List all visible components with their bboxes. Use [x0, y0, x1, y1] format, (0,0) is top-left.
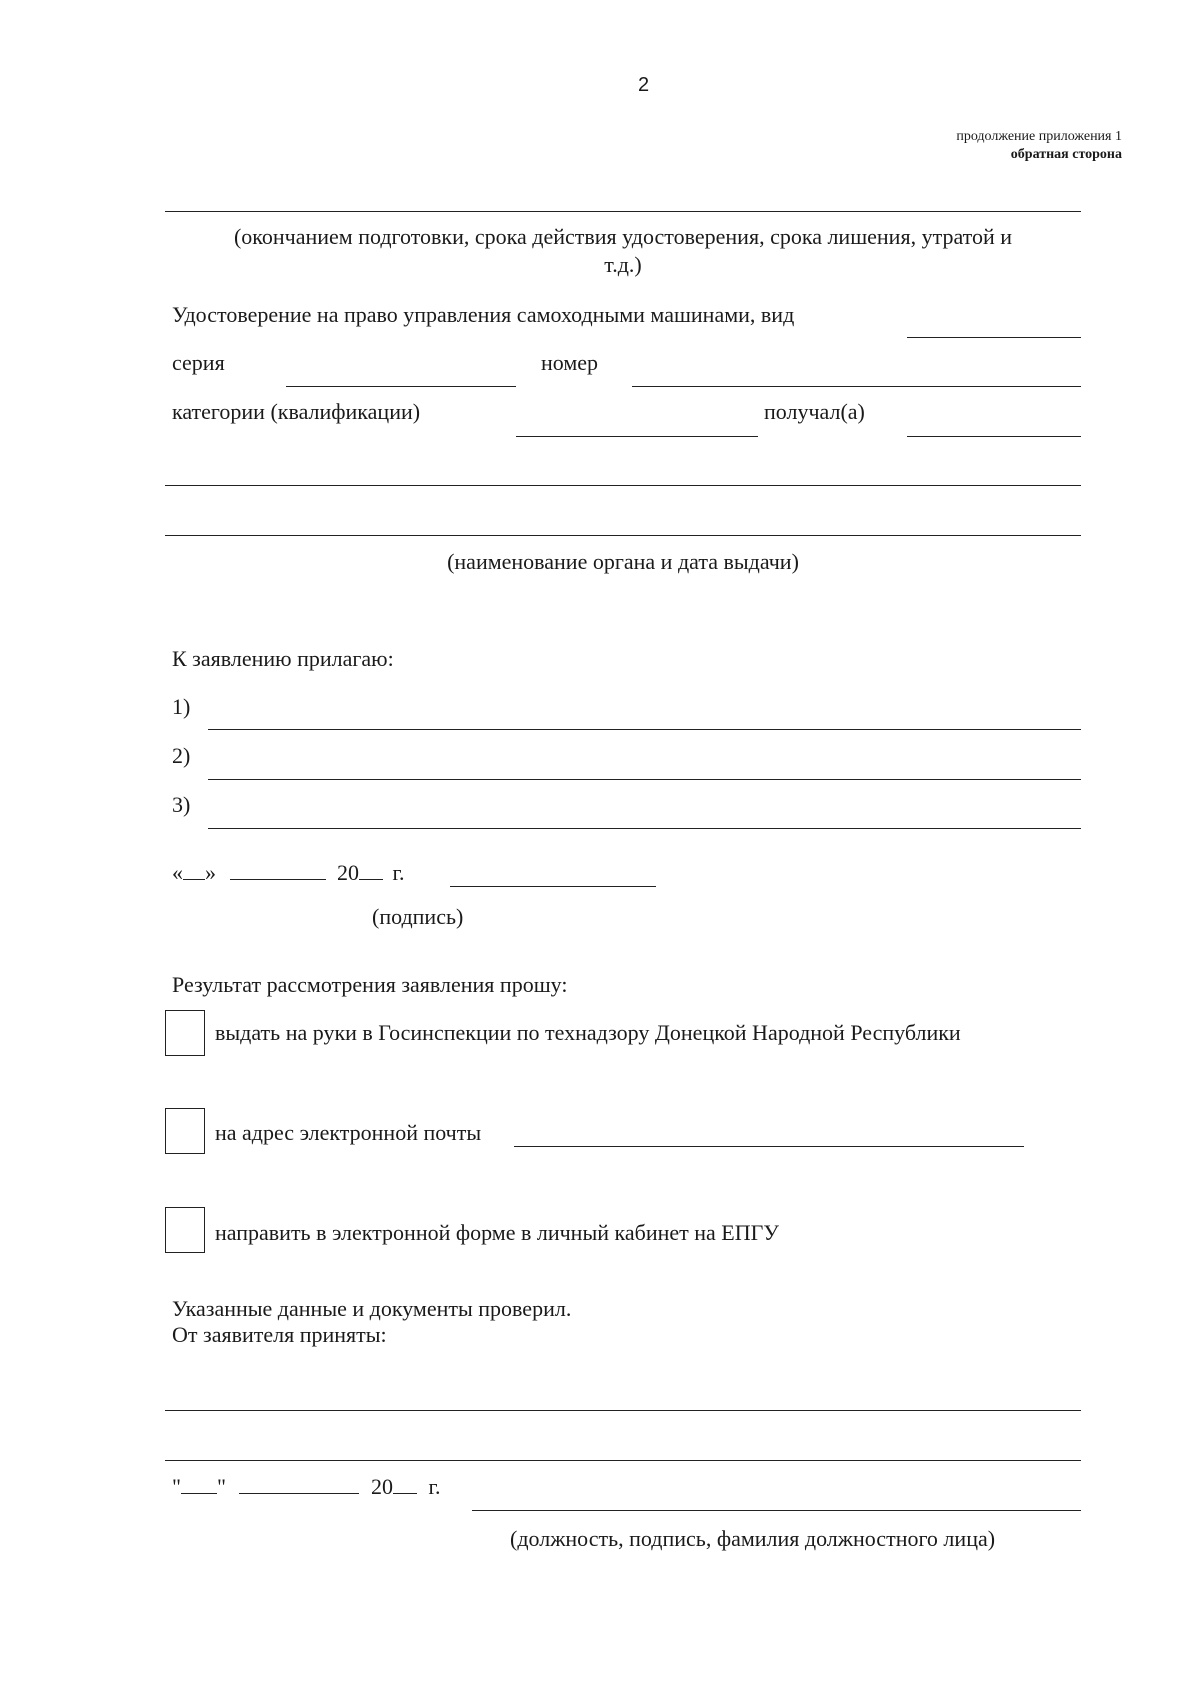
license-label: Удостоверение на право управления самоходными машинами, вид	[172, 302, 795, 327]
reason-hint-line2: т.д.)	[604, 252, 642, 277]
attachment-field-3[interactable]	[208, 828, 1081, 829]
applicant-signature-field[interactable]	[450, 886, 656, 887]
official-hint: (должность, подпись, фамилия должностного лица)	[510, 1526, 996, 1551]
option-in-person-checkbox[interactable]	[165, 1010, 205, 1056]
attachment-number-3: 3)	[172, 792, 191, 817]
official-year-suffix: г.	[428, 1474, 441, 1499]
page-number: 2	[638, 74, 650, 96]
year-prefix: 20	[337, 860, 359, 885]
verification-line1: Указанные данные и документы проверил.	[172, 1296, 572, 1321]
year-field[interactable]	[359, 861, 383, 880]
result-title: Результат рассмотрения заявления прошу:	[172, 972, 568, 997]
year-suffix: г.	[392, 860, 405, 885]
option-epgu-checkbox[interactable]	[165, 1207, 205, 1253]
applicant-date	[172, 860, 405, 886]
official-day-field[interactable]	[181, 1475, 217, 1494]
issuer-hint: (наименование органа и дата выдачи)	[447, 549, 799, 574]
option-email-label: на адрес электронной почты	[215, 1120, 482, 1145]
accepted-field-2[interactable]	[165, 1460, 1081, 1461]
reason-field[interactable]	[165, 211, 1081, 212]
issuer-field-1[interactable]	[165, 485, 1081, 486]
attachment-field-2[interactable]	[208, 779, 1081, 780]
official-date-close-quote: "	[216, 1474, 226, 1499]
attachments-title: К заявлению прилагаю:	[172, 646, 394, 671]
official-date	[172, 1474, 441, 1500]
option-email-checkbox[interactable]	[165, 1108, 205, 1154]
date-open-quote: «	[172, 860, 183, 885]
license-type-field[interactable]	[907, 311, 1081, 338]
month-field[interactable]	[230, 861, 326, 880]
received-label: получал(а)	[764, 399, 865, 424]
official-date-open-quote: "	[172, 1474, 181, 1499]
category-field[interactable]	[516, 410, 758, 437]
series-label: серия	[172, 350, 225, 375]
official-signature-field[interactable]	[472, 1510, 1081, 1511]
official-month-field[interactable]	[239, 1475, 359, 1494]
accepted-field-1[interactable]	[165, 1410, 1081, 1411]
date-close-quote: »	[205, 860, 216, 885]
verification-line2: От заявителя приняты:	[172, 1322, 387, 1347]
attachment-number-1: 1)	[172, 694, 191, 719]
signature-hint: (подпись)	[372, 904, 464, 929]
issuer-field-2[interactable]	[165, 535, 1081, 536]
official-year-field[interactable]	[393, 1475, 417, 1494]
option-epgu-label: направить в электронной форме в личный кабинет на ЕПГУ	[215, 1220, 779, 1245]
number-label: номер	[541, 350, 599, 375]
side-note: обратная сторона	[1010, 147, 1122, 162]
series-field[interactable]	[286, 360, 516, 387]
day-field[interactable]	[183, 861, 205, 880]
number-field[interactable]	[632, 360, 1081, 387]
attachment-number-2: 2)	[172, 743, 191, 768]
category-label: категории (квалификации)	[172, 399, 421, 424]
email-field[interactable]	[514, 1146, 1024, 1147]
reason-hint-line1: (окончанием подготовки, срока действия удостоверения, срока лишения, утратой и	[233, 224, 1013, 249]
received-field[interactable]	[907, 410, 1081, 437]
official-year-prefix: 20	[370, 1474, 393, 1499]
continuation-note: продолжение приложения 1	[956, 129, 1122, 144]
attachment-field-1[interactable]	[208, 729, 1081, 730]
option-in-person-label: выдать на руки в Госинспекции по технадзору Донецкой Народной Республики	[215, 1020, 961, 1045]
